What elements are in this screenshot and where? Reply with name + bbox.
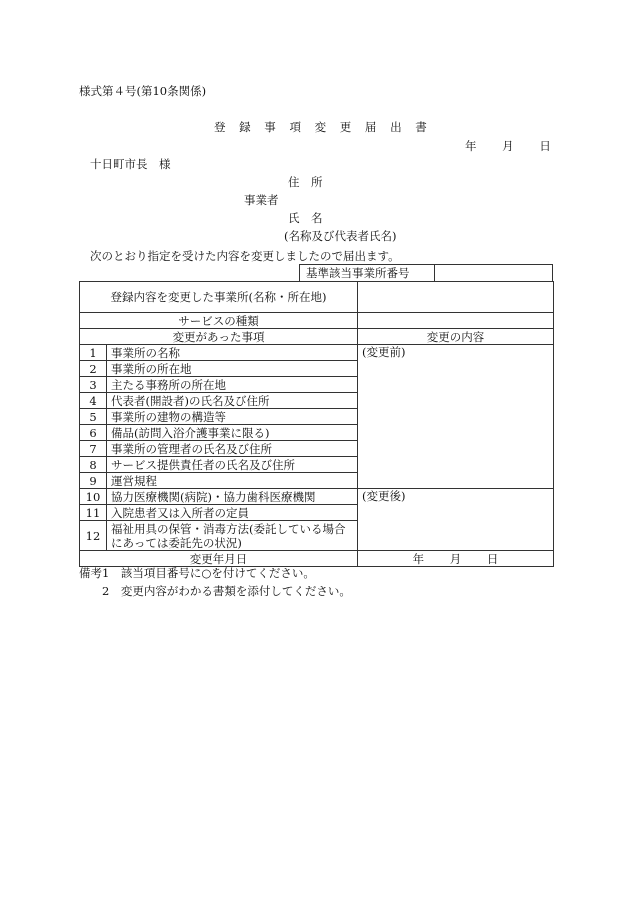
- date-month: 月: [502, 139, 514, 153]
- service-row: [80, 313, 554, 329]
- item-number: 9: [80, 473, 107, 489]
- business-label: 事業者: [244, 193, 279, 207]
- item-label: 主たる事務所の所在地: [107, 377, 358, 393]
- header-row: [80, 329, 554, 345]
- item-number: 4: [80, 393, 107, 409]
- item-label: 事業所の所在地: [107, 361, 358, 377]
- date-header: [465, 139, 551, 153]
- note-2: 2 変更内容がわかる書類を添付してください。: [102, 584, 351, 598]
- changed-items-header: 変更があった事項: [80, 329, 358, 345]
- document-title: 登 録 事 項 変 更 届 出 書: [214, 120, 429, 134]
- office-number-label: 基準該当事業所番号: [300, 265, 435, 281]
- item-label: サービス提供責任者の氏名及び住所: [107, 457, 358, 473]
- name-note: (名称及び代表者氏名): [284, 229, 397, 243]
- before-cell[interactable]: [358, 345, 554, 489]
- item-label: 運営規程: [107, 473, 358, 489]
- item-number: 7: [80, 441, 107, 457]
- item-label: 事業所の名称: [107, 345, 358, 361]
- item-label-line1: 福祉用具の保管・消毒方法(委託している場合: [111, 521, 346, 536]
- change-date-row: [80, 551, 554, 567]
- office-row-label: 登録内容を変更した事業所(名称・所在地): [80, 282, 358, 313]
- name-label: 氏 名: [288, 211, 323, 225]
- table-row: [80, 489, 554, 505]
- before-label: (変更前): [362, 345, 406, 359]
- office-row: [80, 282, 554, 313]
- item-label: 備品(訪問入浴介護事業に限る): [107, 425, 358, 441]
- office-number-box: [299, 264, 553, 281]
- addressee: 十日町市長 様: [90, 157, 171, 171]
- item-label-line2: にあっては委託先の状況): [111, 535, 242, 550]
- intro-text: 次のとおり指定を受けた内容を変更しましたので届出ます。: [90, 249, 400, 263]
- item-number: 10: [80, 489, 107, 505]
- item-label: [107, 521, 358, 551]
- item-number: 1: [80, 345, 107, 361]
- change-content-header: 変更の内容: [358, 329, 554, 345]
- form-number: 様式第４号(第10条関係): [79, 84, 207, 98]
- item-label: 事業所の管理者の氏名及び住所: [107, 441, 358, 457]
- after-cell[interactable]: [358, 489, 554, 551]
- item-number: 2: [80, 361, 107, 377]
- change-date-value[interactable]: [358, 551, 554, 567]
- item-number: 5: [80, 409, 107, 425]
- address-label: 住 所: [288, 175, 323, 189]
- item-label: 入院患者又は入所者の定員: [107, 505, 358, 521]
- date-day: 日: [539, 139, 551, 153]
- item-label: 協力医療機関(病院)・協力歯科医療機関: [107, 489, 358, 505]
- item-number: 12: [80, 521, 107, 551]
- note-1: 備考1 該当項目番号に○を付けてください。: [79, 566, 315, 580]
- item-label: 事業所の建物の構造等: [107, 409, 358, 425]
- office-row-value[interactable]: [358, 282, 554, 313]
- item-number: 11: [80, 505, 107, 521]
- service-row-value[interactable]: [358, 313, 554, 329]
- item-number: 8: [80, 457, 107, 473]
- change-table: [79, 281, 554, 567]
- change-date-year: 年: [412, 551, 425, 566]
- change-date-label: 変更年月日: [80, 551, 358, 567]
- after-label: (変更後): [362, 489, 406, 503]
- change-date-day: 日: [486, 551, 499, 566]
- change-date-month: 月: [449, 551, 462, 566]
- office-number-value[interactable]: [435, 265, 552, 281]
- item-label: 代表者(開設者)の氏名及び住所: [107, 393, 358, 409]
- date-year: 年: [465, 139, 477, 153]
- item-number: 3: [80, 377, 107, 393]
- service-row-label: サービスの種類: [80, 313, 358, 329]
- table-row: [80, 345, 554, 361]
- item-number: 6: [80, 425, 107, 441]
